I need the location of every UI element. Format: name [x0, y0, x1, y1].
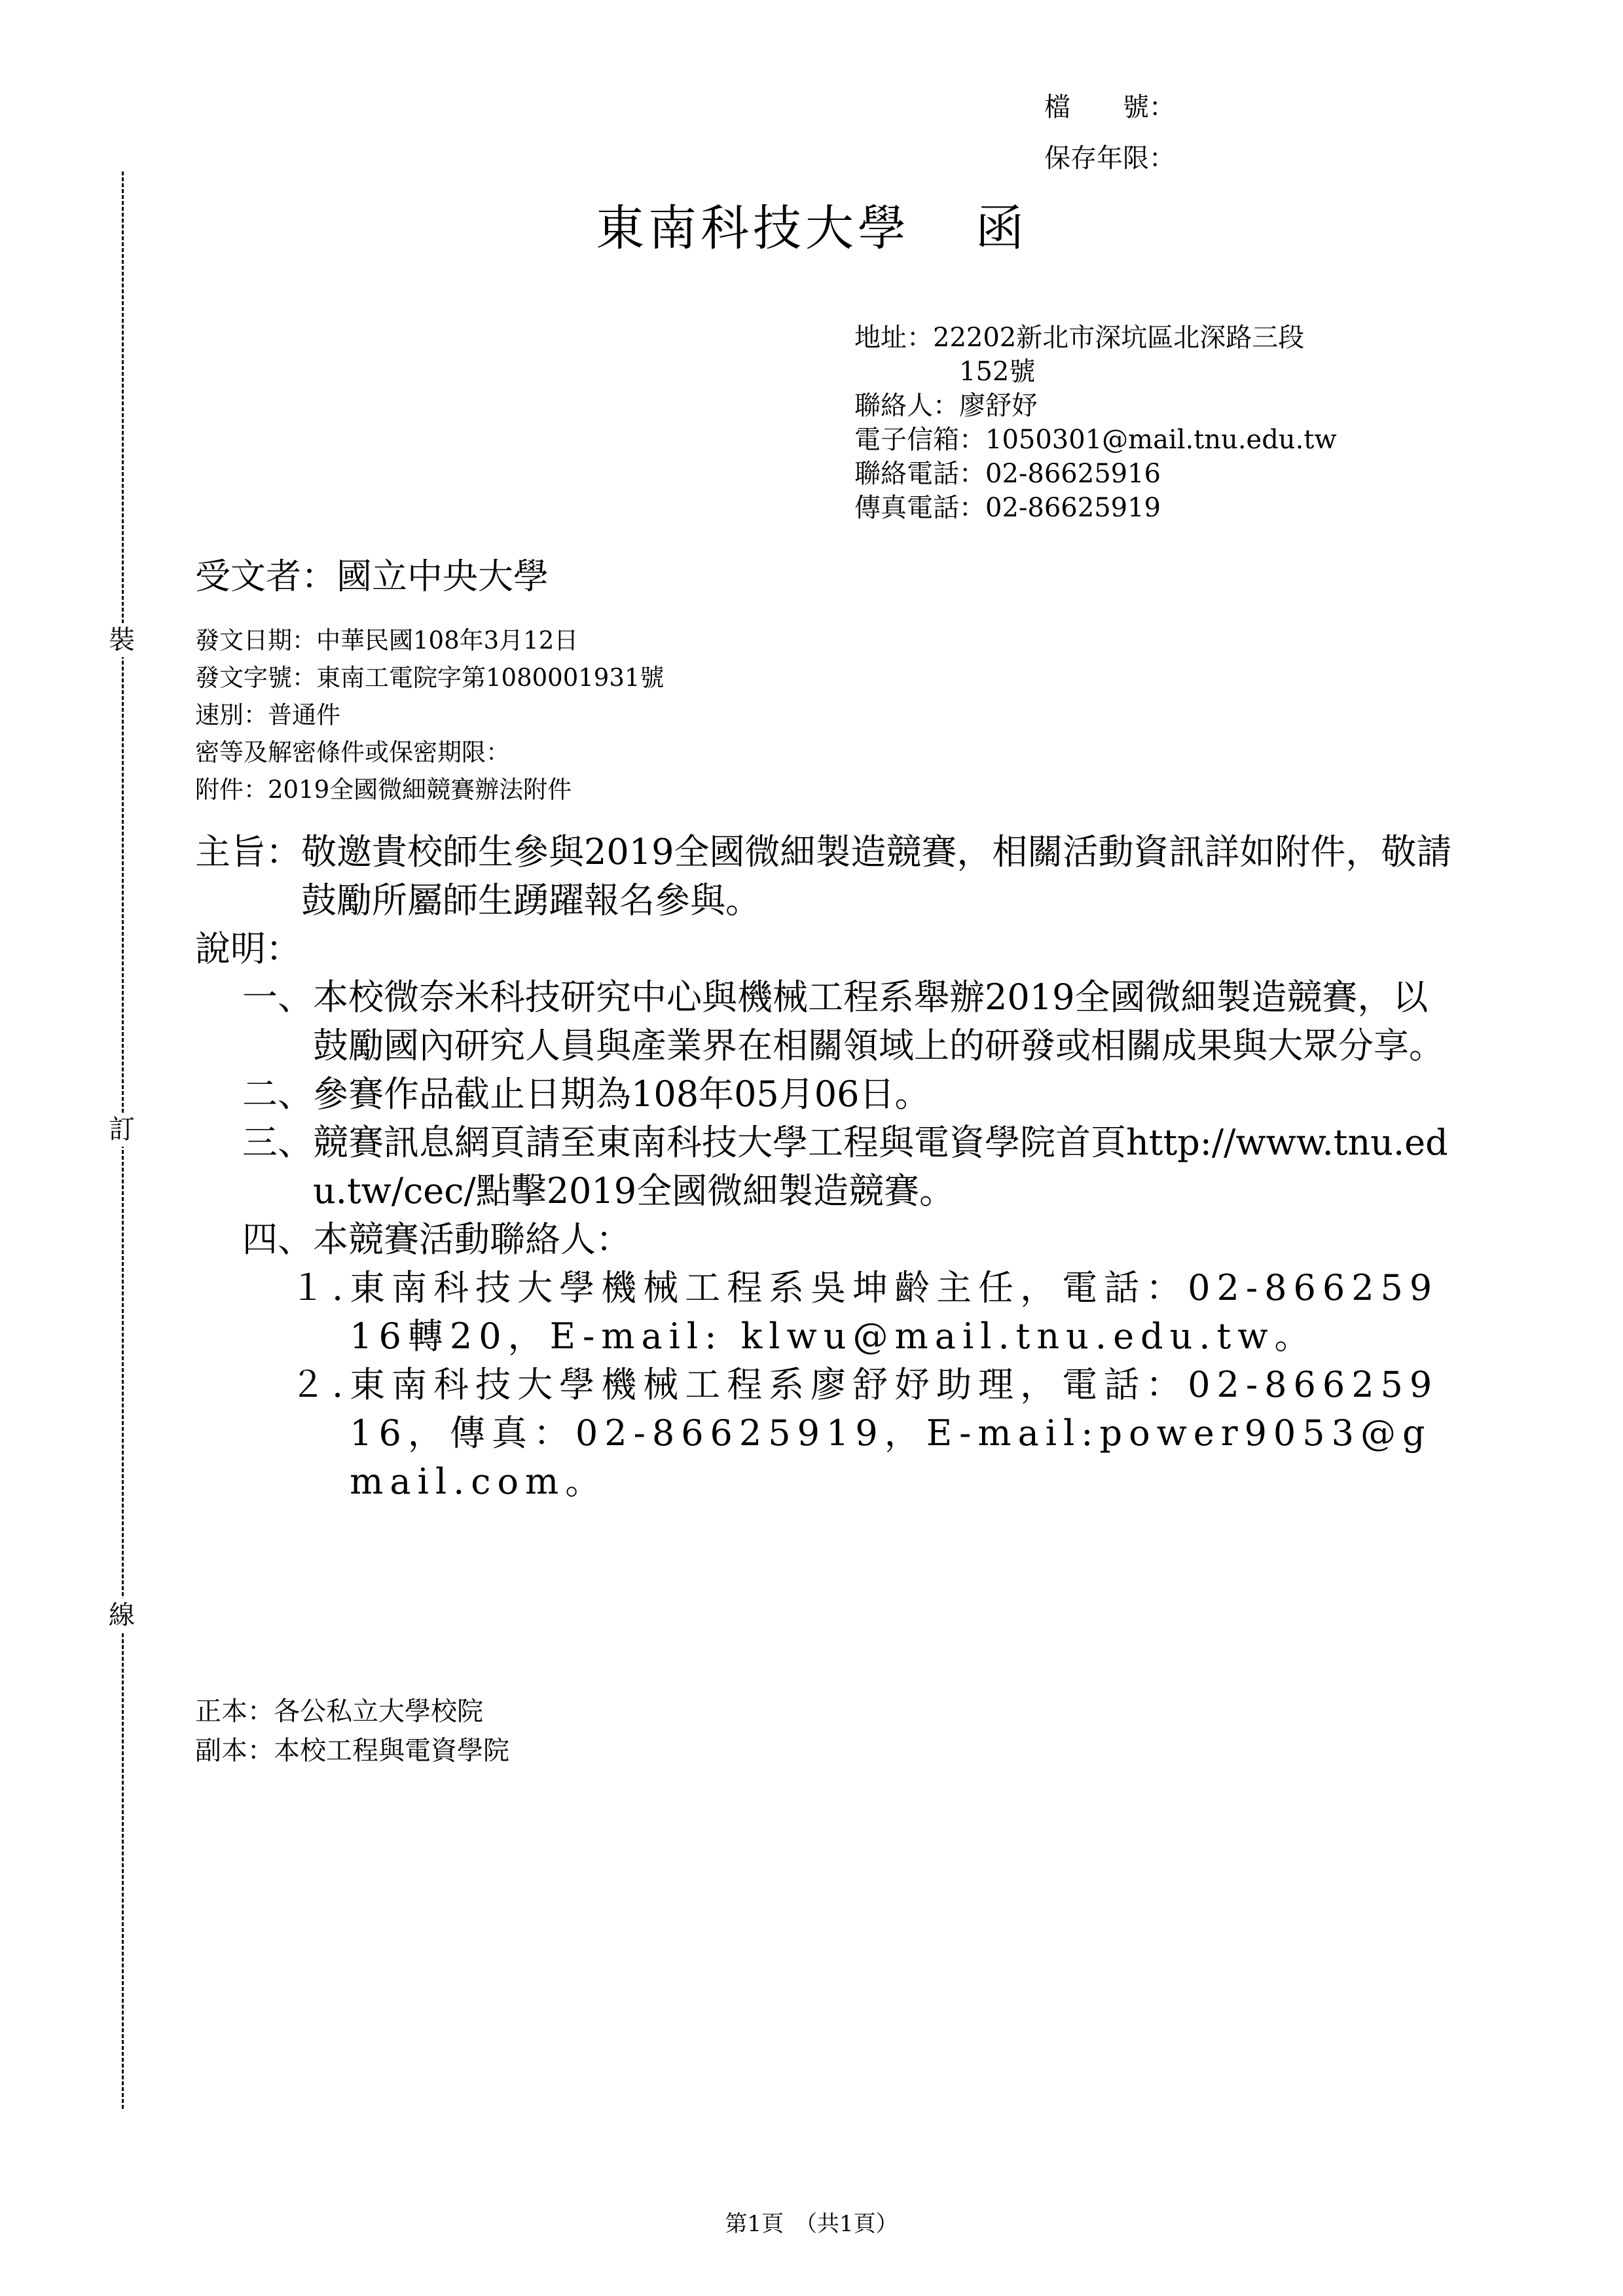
- item-2-text: 參賽作品截止日期為108年05月06日。: [313, 1073, 930, 1115]
- item-3-num: 三、: [242, 1122, 313, 1163]
- original-copy: 正本：各公私立大學校院: [195, 1696, 483, 1727]
- speed: 速別：普通件: [195, 701, 340, 729]
- address-line-2: 152號: [959, 357, 1036, 387]
- binding-mark-zhuang: 裝: [105, 623, 139, 657]
- explanation-label: 說明：: [195, 928, 301, 969]
- binding-mark-xian: 線: [105, 1598, 139, 1632]
- sub-item-2-text: 東南科技大學機械工程系廖舒妤助理，電話：02-86625916，傳真：02-86625919，E-mail:power9053@gmail.com。: [350, 1364, 1439, 1502]
- carbon-copy: 副本：本校工程與電資學院: [195, 1736, 509, 1766]
- item-1-num: 一、: [242, 977, 313, 1018]
- explanation-item-2: [242, 1070, 1452, 1119]
- binding-mark-ding: 訂: [105, 1113, 139, 1147]
- recipient: 受文者：國立中央大學: [195, 556, 549, 597]
- title-doc-type: 函: [976, 200, 1028, 257]
- issue-date: 發文日期：中華民國108年3月12日: [195, 626, 579, 655]
- page-footer: 第1頁 （共1頁）: [725, 2211, 898, 2237]
- item-4-num: 四、: [242, 1219, 313, 1260]
- sub-item-1-text: 東南科技大學機械工程系吳坤齡主任，電話：02-86625916轉20，E-mail: klwu@mail.tnu.edu.tw。: [350, 1267, 1439, 1357]
- attachment: 附件：2019全國微細競賽辦法附件: [195, 776, 572, 804]
- explanation-item-1: [242, 973, 1452, 1070]
- retention-label: 保存年限：: [1044, 143, 1175, 173]
- contact-block: [854, 321, 1337, 525]
- sub-item-2-num: ２.: [290, 1364, 350, 1405]
- file-number-label: 檔 號：: [1044, 92, 1175, 122]
- secrecy: 密等及解密條件或保密期限：: [195, 738, 510, 766]
- copies-block: [195, 1692, 509, 1770]
- sub-item-1-num: １.: [290, 1267, 350, 1308]
- subject-text: 敬邀貴校師生參與2019全國微細製造競賽，相關活動資訊詳如附件，敬請鼓勵所屬師生踴躍報名參與。: [301, 831, 1452, 921]
- title-org: 東南科技大學: [596, 200, 910, 257]
- document-title: [596, 190, 1028, 259]
- contact-person: 聯絡人：廖舒妤: [854, 391, 1038, 421]
- address-line-1: 地址：22202新北市深坑區北深路三段: [854, 323, 1305, 353]
- item-1-text: 本校微奈米科技研究中心與機械工程系舉辦2019全國微細製造競賽，以鼓勵國內研究人員與產業界在相關領域上的研發或相關成果與大眾分享。: [313, 977, 1444, 1066]
- contact-fax: 傳真電話：02-86625919: [854, 493, 1161, 523]
- item-4-text: 本競賽活動聯絡人：: [313, 1219, 631, 1260]
- document-body: [195, 828, 1452, 1506]
- contact-sub-item-2: [290, 1361, 1452, 1506]
- contact-phone: 聯絡電話：02-86625916: [854, 459, 1161, 489]
- explanation-item-3: [242, 1119, 1452, 1215]
- subject: [195, 828, 1452, 925]
- file-info: [1044, 82, 1175, 184]
- contact-sub-item-1: [290, 1264, 1452, 1361]
- document-number: 發文字號：東南工電院字第1080001931號: [195, 664, 665, 692]
- explanation-item-4: [242, 1215, 1452, 1264]
- item-3-text: 競賽訊息網頁請至東南科技大學工程與電資學院首頁http://www.tnu.edu.tw/cec/點擊2019全國微細製造競賽。: [313, 1122, 1448, 1211]
- meta-block: [195, 622, 664, 808]
- contact-email: 電子信箱：1050301@mail.tnu.edu.tw: [854, 425, 1337, 455]
- subject-label: 主旨：: [195, 831, 301, 872]
- item-2-num: 二、: [242, 1073, 313, 1115]
